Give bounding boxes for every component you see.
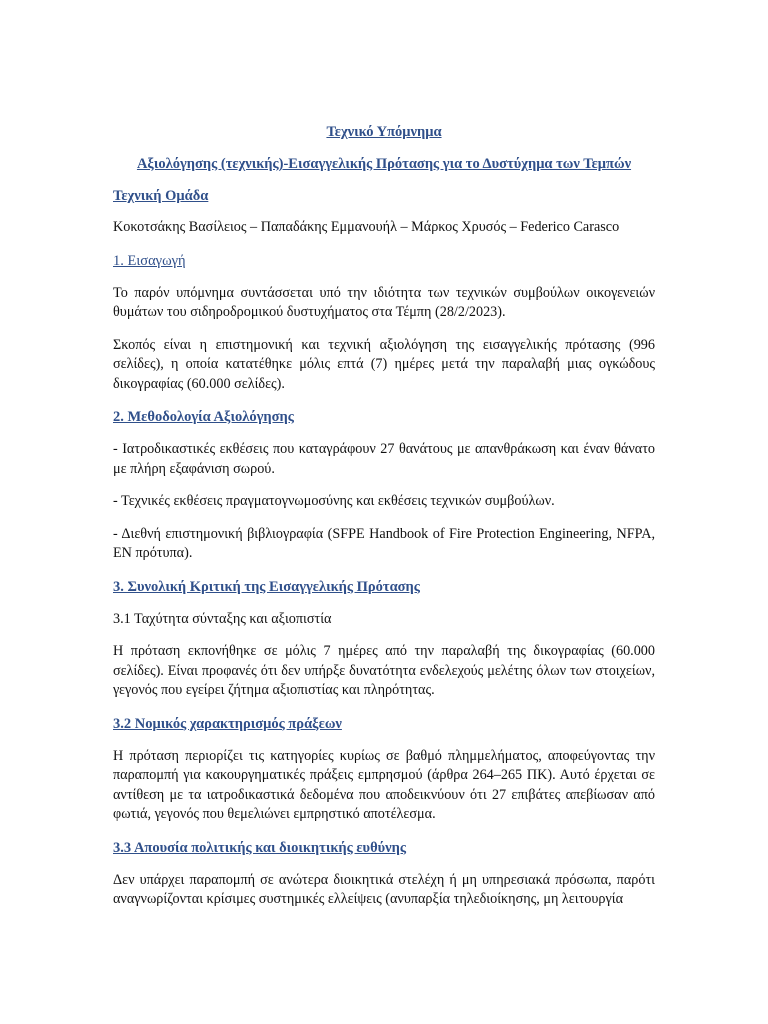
intro-paragraph: Το παρόν υπόμνημα συντάσσεται υπό την ιδιότητα των τεχνικών συμβούλων οικογενειών θυμάτων του σιδηροδρομικού δυστυχήματος στα Τέμπη (28/2/2023). [113,284,655,320]
section-method-heading: 2. Μεθοδολογία Αξιολόγησης [113,409,294,425]
team-heading: Τεχνική Ομάδα [113,188,209,204]
subsection-responsibility-heading: 3.3 Απουσία πολιτικής και διοικητικής ευθύνης [113,839,407,856]
team-members: Κοκοτσάκης Βασίλειος – Παπαδάκης Εμμανουήλ – Μάρκος Χρυσός – Federico Carasco [113,219,620,235]
intro-paragraph: Σκοπός είναι η επιστημονική και τεχνική αξιολόγηση της εισαγγελικής πρότασης (996 σελίδες), η οποία κατατέθηκε μόλις επτά (7) ημέρες μετά την παραλαβή μιας ογκώδους δικογραφίας (60.000 σελίδες). [113,336,655,392]
method-item: - Τεχνικές εκθέσεις πραγματογνωμοσύνης και εκθέσεις τεχνικών συμβούλων. [113,493,555,509]
subsection-speed-heading: 3.1 Ταχύτητα σύνταξης και αξιοπιστία [113,610,332,627]
section-critique-heading: 3. Συνολική Κριτική της Εισαγγελικής Πρότασης [113,578,420,595]
subsection-legal-heading: 3.2 Νομικός χαρακτηρισμός πράξεων [113,715,342,732]
section-intro-heading: 1. Εισαγωγή [113,252,186,269]
document-subtitle: Αξιολόγησης (τεχνικής)-Εισαγγελικής Πρότασης για το Δυστύχημα των Τεμπών [136,156,632,172]
document-title: Τεχνικό Υπόμνημα [326,124,442,140]
subsection-legal-text: Η πρόταση περιορίζει τις κατηγορίες κυρίως σε βαθμό πλημμελήματος, αποφεύγοντας την παραπομπή για κακουργηματικές πράξεις εμπρησμού (άρθρα 264–265 ΠΚ). Αυτό έρχεται σε αντίθεση με τα ιατροδικαστικά δεδομένα που αποδεικνύουν ότι 27 επιβάτες απεβίωσαν από φωτιά, γεγονός που θεμελιώνει εμπρηστικό αποτέλεσμα. [113,747,655,822]
method-item: - Διεθνή επιστημονική βιβλιογραφία (SFPE Handbook of Fire Protection Engineering, NFPA, EN πρότυπα). [113,525,655,561]
subsection-responsibility-text: Δεν υπάρχει παραπομπή σε ανώτερα διοικητικά στελέχη ή μη υπηρεσιακά πρόσωπα, παρότι αναγνωρίζονται κρίσιμες συστημικές ελλείψεις (ανυπαρξία τηλεδιοίκησης, μη λειτουργία [113,871,655,907]
document-page [113,118,655,910]
method-item: - Ιατροδικαστικές εκθέσεις που καταγράφουν 27 θανάτους με απανθράκωση και έναν θάνατο με πλήρη εξαφάνιση σωρού. [113,441,655,477]
subsection-speed-text: Η πρόταση εκπονήθηκε σε μόλις 7 ημέρες από την παραλαβή της δικογραφίας (60.000 σελίδες). Είναι προφανές ότι δεν υπήρξε δυνατότητα ενδελεχούς μελέτης όλων των στοιχείων, γεγονός που εγείρει ζήτημα αξιοπιστίας και πληρότητας. [113,643,655,698]
